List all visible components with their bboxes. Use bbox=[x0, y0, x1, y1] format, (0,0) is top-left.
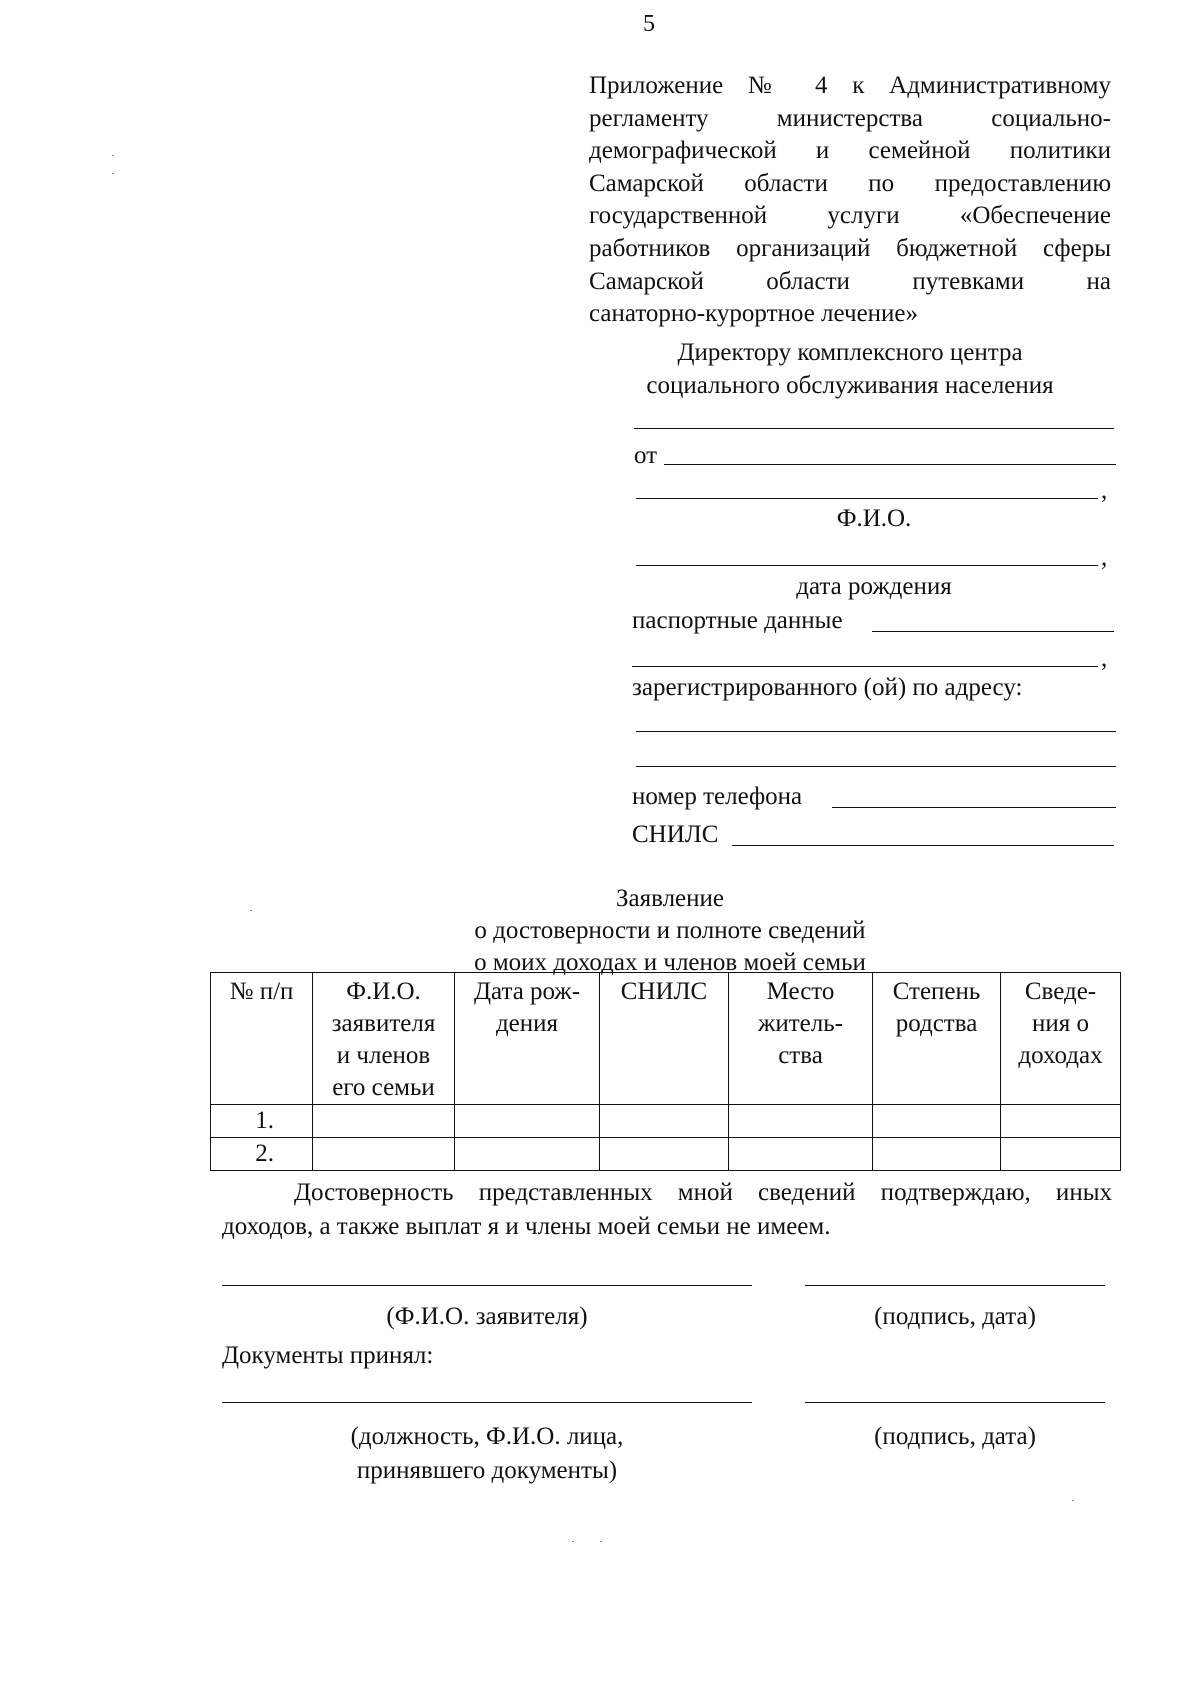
header-line: доходах bbox=[1018, 1042, 1103, 1069]
header-line: СНИЛС bbox=[620, 978, 708, 1005]
table-cell[interactable] bbox=[873, 1105, 1001, 1138]
scan-speck bbox=[250, 910, 252, 911]
family-income-table bbox=[210, 972, 1121, 1171]
applicant-name-caption: (Ф.И.О. заявителя) bbox=[386, 1303, 588, 1330]
signature-date-caption: (подпись, дата) bbox=[874, 1303, 1036, 1330]
birth-date-caption: дата рождения bbox=[796, 573, 952, 600]
comma: , bbox=[1101, 477, 1108, 504]
header-line: житель- bbox=[758, 1010, 843, 1037]
header-line: и членов bbox=[336, 1042, 431, 1069]
table-cell[interactable] bbox=[1001, 1138, 1121, 1171]
column-header-relation bbox=[873, 973, 1001, 1105]
from-label: от bbox=[634, 442, 658, 469]
scan-speck bbox=[112, 155, 114, 156]
header-line: Ф.И.О. bbox=[346, 978, 421, 1005]
appendix-line: санаторно-курортное лечение» bbox=[589, 300, 919, 328]
appendix-line: демографической и семейной политики bbox=[589, 137, 1111, 165]
passport-label: паспортные данные bbox=[632, 607, 843, 634]
passport-blank-line[interactable] bbox=[872, 631, 1114, 632]
table-cell[interactable] bbox=[600, 1105, 729, 1138]
column-header-income bbox=[1001, 973, 1121, 1105]
appendix-header bbox=[589, 70, 1111, 331]
appendix-line: регламенту министерства социально- bbox=[589, 104, 1111, 132]
header-line: заявителя bbox=[331, 1010, 436, 1037]
addressee-blank-line[interactable] bbox=[634, 428, 1114, 429]
table-row bbox=[211, 1105, 1121, 1138]
registered-address-label: зарегистрированного (ой) по адресу: bbox=[632, 674, 1023, 701]
statement-title: Заявление bbox=[615, 885, 725, 912]
from-blank-line[interactable] bbox=[664, 464, 1116, 465]
address-blank-line[interactable] bbox=[636, 731, 1116, 732]
header-line: его семьи bbox=[332, 1074, 435, 1101]
table-cell[interactable] bbox=[729, 1105, 873, 1138]
comma: , bbox=[1101, 544, 1108, 571]
header-line: ства bbox=[778, 1042, 823, 1069]
comma: , bbox=[1101, 645, 1108, 672]
birth-date-blank-line[interactable] bbox=[636, 565, 1098, 566]
official-caption: (должность, Ф.И.О. лица, bbox=[350, 1423, 624, 1450]
declaration-paragraph bbox=[222, 1176, 1112, 1244]
table-row bbox=[211, 1138, 1121, 1171]
scan-speck bbox=[572, 1541, 574, 1542]
column-header-residence bbox=[729, 973, 873, 1105]
header-line: Дата рож- bbox=[473, 978, 581, 1005]
appendix-line: работников организаций бюджетной сферы bbox=[589, 234, 1111, 262]
fio-caption: Ф.И.О. bbox=[836, 505, 912, 532]
snils-blank-line[interactable] bbox=[732, 845, 1114, 846]
header-line: ния о bbox=[1031, 1010, 1089, 1037]
applicant-signature-blank-line[interactable] bbox=[805, 1285, 1105, 1286]
table-cell[interactable] bbox=[455, 1105, 600, 1138]
header-line: Степень bbox=[892, 978, 981, 1005]
table-cell[interactable] bbox=[729, 1138, 873, 1171]
header-line: дения bbox=[495, 1010, 559, 1037]
header-line: № п/п bbox=[229, 978, 294, 1005]
header-line: родства bbox=[895, 1010, 978, 1037]
declaration-line: доходов, а также выплат я и члены моей семьи не имеем. bbox=[222, 1213, 831, 1240]
scan-speck bbox=[112, 173, 114, 174]
statement-subtitle: о достоверности и полноте сведений bbox=[474, 917, 866, 944]
statement-subtitle: о моих доходах и членов моей семьи bbox=[474, 949, 866, 976]
table-cell[interactable] bbox=[455, 1138, 600, 1171]
scan-speck bbox=[600, 1541, 602, 1542]
appendix-line: Приложение № 4 к Административному bbox=[589, 72, 1111, 99]
passport-blank-line-2[interactable] bbox=[632, 666, 1098, 667]
table-cell[interactable] bbox=[873, 1138, 1001, 1171]
phone-label: номер телефона bbox=[632, 783, 803, 810]
table-cell[interactable] bbox=[600, 1138, 729, 1171]
appendix-line: государственной услуги «Обеспечение bbox=[589, 202, 1111, 230]
table-cell[interactable] bbox=[1001, 1105, 1121, 1138]
snils-label: СНИЛС bbox=[632, 821, 719, 848]
applicant-name-blank-line[interactable] bbox=[222, 1285, 752, 1286]
appendix-line: Самарской области путевками на bbox=[589, 267, 1111, 295]
table-cell-number: 1. bbox=[211, 1105, 313, 1138]
addressee-line-1: Директору комплексного центра bbox=[677, 339, 1023, 366]
signature-date-caption: (подпись, дата) bbox=[874, 1423, 1036, 1450]
official-signature-blank-line[interactable] bbox=[805, 1402, 1105, 1403]
official-name-blank-line[interactable] bbox=[222, 1402, 752, 1403]
column-header-snils bbox=[600, 973, 729, 1105]
official-caption: принявшего документы) bbox=[356, 1457, 618, 1484]
phone-blank-line[interactable] bbox=[832, 807, 1116, 808]
table-cell[interactable] bbox=[313, 1138, 455, 1171]
fio-blank-line[interactable] bbox=[636, 498, 1098, 499]
page-number: 5 bbox=[643, 11, 655, 37]
column-header-fio bbox=[313, 973, 455, 1105]
addressee-line-2: социального обслуживания населения bbox=[646, 372, 1054, 399]
header-line: Место bbox=[766, 978, 835, 1005]
column-header-number bbox=[211, 973, 313, 1105]
column-header-birth-date bbox=[455, 973, 600, 1105]
table-cell-number: 2. bbox=[211, 1138, 313, 1171]
table-header-row bbox=[211, 973, 1121, 1105]
table-cell[interactable] bbox=[313, 1105, 455, 1138]
declaration-line: Достоверность представленных мной сведений подтверждаю, иных bbox=[294, 1179, 1112, 1206]
scan-speck bbox=[1072, 1500, 1074, 1501]
documents-accepted-label: Документы принял: bbox=[222, 1342, 434, 1369]
header-line: Сведе- bbox=[1024, 978, 1097, 1005]
appendix-line: Самарской области по предоставлению bbox=[589, 169, 1111, 197]
address-blank-line-2[interactable] bbox=[636, 766, 1116, 767]
